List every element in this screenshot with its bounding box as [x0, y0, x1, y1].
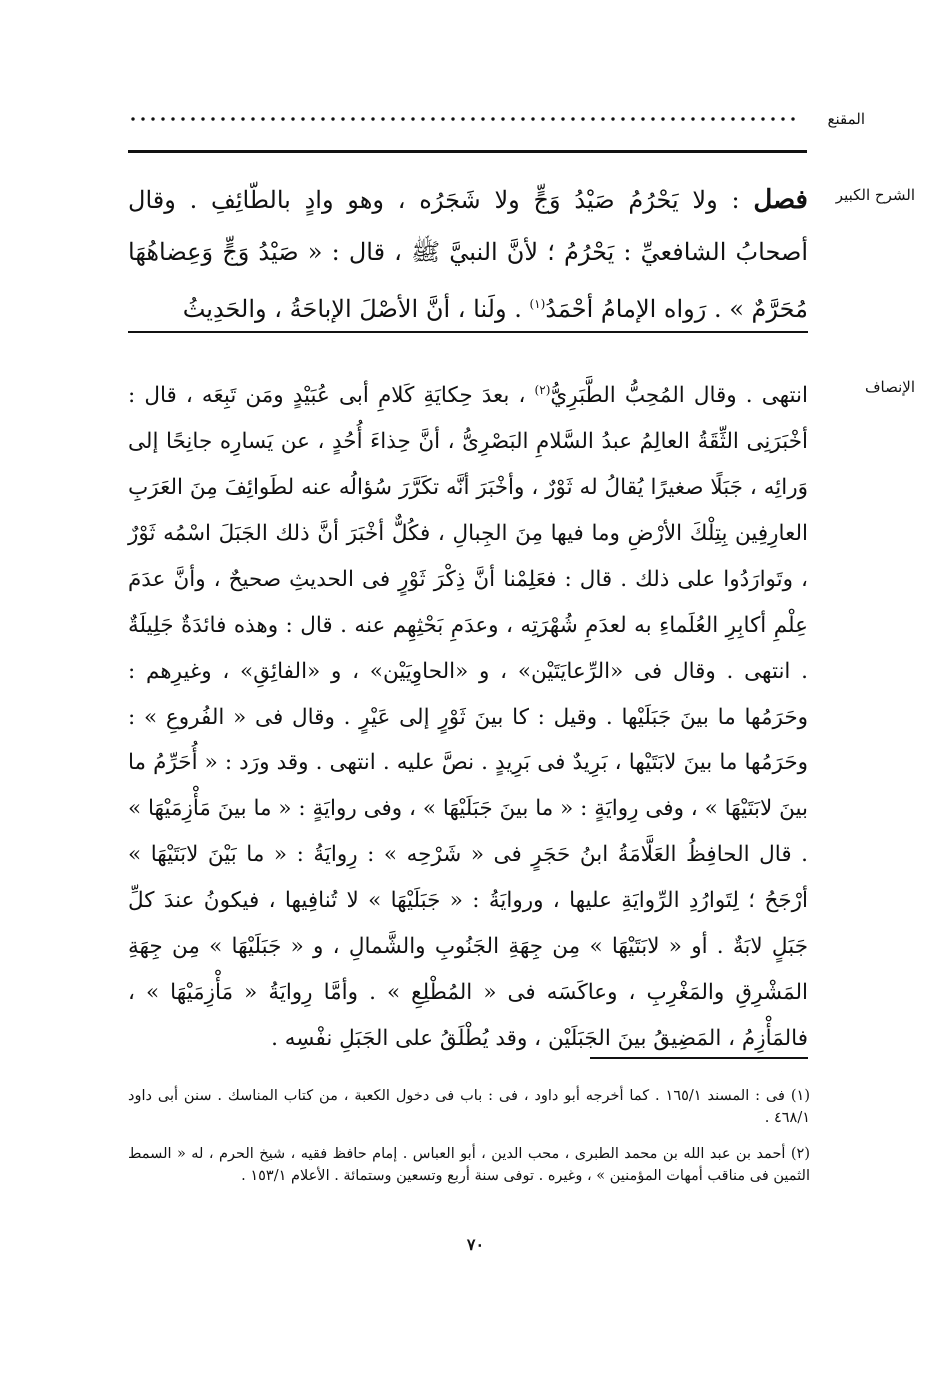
- page-number: ٧٠: [466, 1235, 485, 1254]
- insaf-text-2: ، بعدَ حِكايَةِ كَلامِ أبى عُبَيْدٍ ومَن تَبِعَه ، قال : أخْبَرَنِى الثِّقَةُ العالِمُ عبدُ السَّلامِ البَصْرِىُّ ، أنَّ حِذاءَ أُحُدٍ ، عن يَسارِه جانِحًا إلى وَرائِه ، جَبَلًا صغيرًا يُقالُ له ثَوْرٌ ، وأخْبَرَ أنَّه تكَرَّرَ سُؤالُه عنه لطَوائِفَ مِنَ العَرَبِ العارِفِين بِتِلْكَ الأرْضِ وما فيها مِنَ الجِبالِ ، فكُلٌّ أخْبَرَ أنَّ ذلك الجَبَلَ اسْمُه ثَوْرٌ ، وتَوارَدُوا على ذلك . قال : فعَلِمْنا أنَّ ذِكْرَ ثَوْرٍ فى الحديثِ صحيحٌ ، وأنَّ عدَمَ عِلْمِ أكابِرِ العُلَماءِ به لعدَمِ شُهْرَتِه ، وعدَمِ بَحْثِهِم عنه . قال : وهذه فائدَةٌ جَلِيلَةٌ . انتهى . وقال فى «الرِّعايَتَيْن» ، و «الحاوِيَيْن» ، و «الفائِقِ» ، وغيرِهم : وحَرَمُها ما بينَ جَبَلَيْها . وقيل : كا بينَ ثَوْرٍ إلى عَيْرٍ . وقال فى « الفُروعِ » : وحَرَمُها ما بينَ لابَتَيْها ، بَرِيدٌ فى بَرِيدٍ . نصَّ عليه . انتهى . وقد ورَد : « أُحَرِّمُ ما بينَ لابَتَيْهَا » ، وفى رِوايَةٍ : « ما بينَ جَبَلَيْهَا » ، وفى روايَةٍ : « ما بينَ مَأْزِمَيْهَا » . قال الحافِظُ العَلَّامَةُ ابنُ حَجَرٍ فى « شَرْحِه » : رِوايَةُ : « ما بَيْنَ لابَتَيْهَا » أرْجَحُ ؛ لِتَوارُدِ الرِّوايَةِ عليها ، وروايَةُ : « جَبَلَيْهَا » لا تُنافِيها ، فيكونُ عندَ كلِّ جَبَلٍ لابَةٌ . أو « لابَتَيْهَا » مِن جِهَةِ الجَنُوبِ والشَّمالِ ، و « جَبَلَيْهَا » مِن جِهَةِ المَشْرِقِ والمَغْرِبِ ، وعاكَسَه فى « المُطْلِعِ » . وأمَّا رِوايَةُ « مَأْزِمَيْهَا » ، فالمَأْزِمُ ، المَضِيقُ بينَ الجَبَلَيْن ، وقد يُطْلَقُ على الجَبَلِ نفْسِه .: [128, 383, 808, 1051]
- side-label-insaf: الإنصاف: [864, 378, 915, 396]
- section-divider-rule: [128, 331, 808, 333]
- insaf-paragraph: [128, 368, 808, 1062]
- insaf-text-1: انتهى . وقال المُحِبُّ الطَّبَرِيُّ: [550, 383, 809, 409]
- header-dotted-leader: [128, 117, 798, 121]
- footnote-ref-2: (٢): [534, 383, 551, 397]
- running-header-title: المقنع: [827, 110, 865, 128]
- footnote-ref-1: (١): [529, 297, 546, 311]
- sharh-paragraph: [128, 174, 808, 335]
- footnotes: [128, 1085, 810, 1201]
- sharh-text-1: : ولا يَحْرُمُ صَيْدُ وَجٍّ ولا شَجَرُه ، وهو وادٍ بالطّائِفِ . وقال أصحابُ الشافعيِّ : يَحْرُمُ ؛ لأنَّ النبيَّ ﷺ ، قال : « صَيْدُ وَجٍّ وَعِضاهُهَا مُحَرَّمٌ » . رَواه الإمامُ أحْمَدُ: [128, 186, 808, 323]
- sharh-text-block: [128, 174, 808, 335]
- footnote-2: (٢) أحمد بن عبد الله بن محمد الطبرى ، محب الدين ، أبو العباس . إمام حافظ فقيه ، شيخ الحرم ، له « السمط الثمين فى مناقب أمهات المؤمنين » ، وغيره . توفى سنة أربع وتسعين وستمائة . الأعلام ١٥٣/١ .: [128, 1146, 810, 1184]
- sharh-text-2: . ولَنا ، أنَّ الأصْلَ الإباحَةُ ، والحَدِيثُ: [182, 295, 522, 323]
- header-rule: [128, 150, 807, 153]
- footnote-1: (١) فى : المسند ١٦٥/١ . كما أخرجه أبو داود ، فى : باب فى دخول الكعبة ، من كتاب المناسك . سنن أبى داود ٤٦٨/١ .: [128, 1088, 810, 1126]
- fasl-heading: فصل: [753, 185, 808, 215]
- insaf-text-block: [128, 368, 808, 1062]
- side-label-sharh: الشرح الكبير: [835, 186, 915, 204]
- footnote-separator: [590, 1057, 808, 1059]
